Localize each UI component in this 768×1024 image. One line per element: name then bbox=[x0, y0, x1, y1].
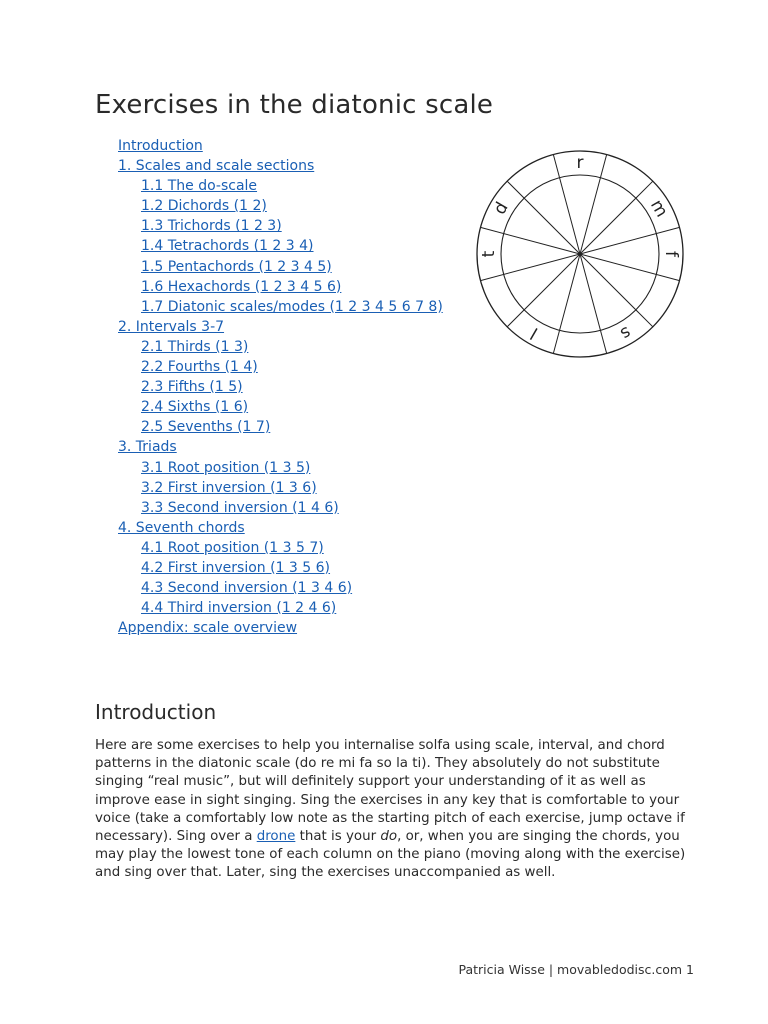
toc-item bbox=[118, 156, 443, 176]
toc-item bbox=[118, 478, 443, 498]
toc-item bbox=[118, 357, 443, 377]
wheel-spoke bbox=[580, 227, 679, 254]
wheel-spoke bbox=[580, 155, 607, 254]
toc-link[interactable]: 3.3 Second inversion (1 4 6) bbox=[141, 499, 339, 516]
wheel-spoke bbox=[580, 181, 653, 254]
toc-item bbox=[118, 458, 443, 478]
toc-link[interactable]: 3.1 Root position (1 3 5) bbox=[141, 459, 311, 476]
table-of-contents bbox=[118, 136, 443, 638]
section-heading-introduction: Introduction bbox=[95, 700, 217, 724]
toc-link[interactable]: 2.2 Fourths (1 4) bbox=[141, 359, 258, 376]
intro-text-1: Here are some exercises to help you internalise solfa using scale, interval, and chord patterns in the diatonic scale (do re mi fa so la ti). They absolutely do not substitute singing “real music”, but will definitely support your understanding of it as well as improve ease in sight singing. Sing the exercises in any key that is comfortable to your voice (take a comfortably low note as the starting pitch of each exercise, jump octave if necessary). Sing over a bbox=[95, 738, 685, 845]
toc-link[interactable]: 2.5 Sevenths (1 7) bbox=[141, 419, 271, 436]
toc-link[interactable]: Introduction bbox=[118, 138, 203, 154]
toc-link[interactable]: 3.2 First inversion (1 3 6) bbox=[141, 479, 317, 496]
wheel-spoke bbox=[553, 254, 580, 353]
toc-item bbox=[118, 377, 443, 397]
toc-link[interactable]: 1.3 Trichords (1 2 3) bbox=[141, 218, 282, 235]
toc-item bbox=[118, 136, 443, 156]
toc-item bbox=[118, 397, 443, 417]
wheel-label-r: r bbox=[576, 153, 584, 173]
toc-item bbox=[118, 317, 443, 337]
intro-paragraph bbox=[95, 737, 695, 883]
toc-link[interactable]: 1.4 Tetrachords (1 2 3 4) bbox=[141, 238, 314, 255]
toc-item bbox=[118, 417, 443, 437]
toc-item bbox=[118, 257, 443, 277]
toc-link[interactable]: Appendix: scale overview bbox=[118, 620, 298, 637]
toc-item bbox=[118, 236, 443, 256]
wheel-label-s: s bbox=[616, 321, 635, 344]
toc-link[interactable]: 4.2 First inversion (1 3 5 6) bbox=[141, 559, 331, 576]
toc-link[interactable]: 4. Seventh chords bbox=[118, 519, 245, 536]
wheel-spoke bbox=[507, 181, 580, 254]
toc-link[interactable]: 2.4 Sixths (1 6) bbox=[141, 399, 249, 416]
toc-link[interactable]: 4.3 Second inversion (1 3 4 6) bbox=[141, 580, 353, 597]
toc-item bbox=[118, 558, 443, 578]
toc-link[interactable]: 4.4 Third inversion (1 2 4 6) bbox=[141, 600, 337, 617]
toc-link[interactable]: 1. Scales and scale sections bbox=[118, 158, 315, 175]
intro-text-2: that is your bbox=[295, 829, 381, 845]
wheel-spoke bbox=[580, 254, 679, 281]
toc-item bbox=[118, 598, 443, 618]
toc-link[interactable]: 3. Triads bbox=[118, 439, 177, 456]
intro-italic-do: do bbox=[380, 829, 398, 845]
wheel-spoke bbox=[580, 254, 607, 353]
toc-item bbox=[118, 498, 443, 518]
toc-link[interactable]: 2.3 Fifths (1 5) bbox=[141, 379, 243, 396]
wheel-label-t: t bbox=[479, 250, 499, 258]
page-title: Exercises in the diatonic scale bbox=[95, 90, 494, 120]
toc-item bbox=[118, 176, 443, 196]
toc-item bbox=[118, 538, 443, 558]
toc-item bbox=[118, 196, 443, 216]
toc-item bbox=[118, 618, 443, 638]
toc-item bbox=[118, 337, 443, 357]
wheel-spoke bbox=[507, 254, 580, 327]
toc-item bbox=[118, 216, 443, 236]
page-footer: Patricia Wisse | movabledodisc.com 1 bbox=[458, 962, 694, 977]
toc-link[interactable]: 2. Intervals 3-7 bbox=[118, 318, 225, 335]
wheel-label-l: l bbox=[527, 322, 542, 343]
toc-link[interactable]: 2.1 Thirds (1 3) bbox=[141, 338, 249, 355]
wheel-spoke bbox=[580, 254, 653, 327]
wheel-label-m: m bbox=[646, 196, 672, 221]
wheel-label-f: f bbox=[661, 251, 681, 257]
toc-item bbox=[118, 437, 443, 457]
toc-link[interactable]: 1.6 Hexachords (1 2 3 4 5 6) bbox=[141, 278, 342, 295]
intro-text-3: , or, when you are singing the chords, you may play the lowest tone of each column on the piano (moving along with the exercise) and sing over that. Later, sing the exercises unaccompanied as well. bbox=[95, 829, 686, 881]
toc-link[interactable]: 1.5 Pentachords (1 2 3 4 5) bbox=[141, 258, 332, 275]
toc-link[interactable]: 1.7 Diatonic scales/modes (1 2 3 4 5 6 7 8) bbox=[141, 298, 443, 315]
toc-item bbox=[118, 297, 443, 317]
wheel-label-d: d bbox=[489, 198, 513, 219]
toc-link[interactable]: 1.1 The do-scale bbox=[141, 178, 258, 195]
toc-item bbox=[118, 277, 443, 297]
toc-item bbox=[118, 578, 443, 598]
toc-link[interactable]: 1.2 Dichords (1 2) bbox=[141, 198, 267, 215]
drone-link[interactable]: drone bbox=[256, 829, 296, 845]
solfa-wheel-diagram bbox=[470, 144, 690, 364]
toc-link[interactable]: 4.1 Root position (1 3 5 7) bbox=[141, 539, 324, 556]
wheel-spoke bbox=[481, 227, 580, 254]
toc-item bbox=[118, 518, 443, 538]
